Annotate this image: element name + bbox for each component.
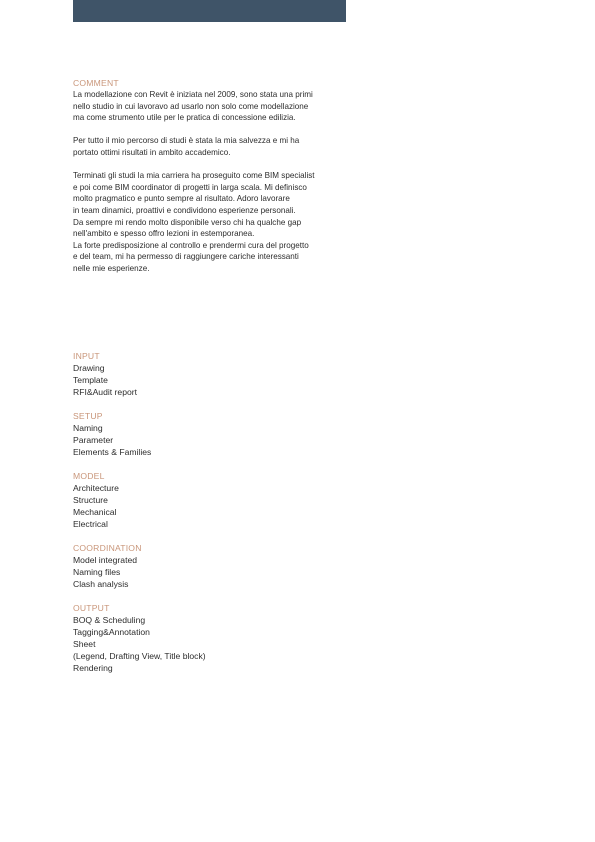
list-item: Tagging&Annotation bbox=[73, 627, 150, 637]
list-item: Elements & Families bbox=[73, 447, 152, 457]
header-bar bbox=[73, 0, 346, 22]
list-item: RFI&Audit report bbox=[73, 387, 137, 397]
list-item: Electrical bbox=[73, 519, 108, 529]
section-title: OUTPUT bbox=[73, 603, 110, 613]
list-item: Rendering bbox=[73, 663, 113, 673]
list-item: Naming files bbox=[73, 567, 121, 577]
section-input bbox=[73, 350, 333, 398]
list-item: Parameter bbox=[73, 435, 114, 445]
section-setup bbox=[73, 410, 333, 458]
list-item: BOQ & Scheduling bbox=[73, 615, 146, 625]
section-title: COORDINATION bbox=[73, 543, 142, 553]
comment-paragraph: Terminati gli studi la mia carriera ha proseguito come BIM specialist e poi come BIM coordinator di progetti in larga scala. Mi definisco molto pragmatico e punto sempre al risultato. Adoro lavorare in team dinamici, proattivi e condividono esperienze personali. Da sempre mi rendo molto disponibile verso chi ha qualche gap nell'ambito e spesso offro lezioni in estemporanea. La forte predisposizione al controllo e prendermi cura del progetto e del team, mi ha permesso di raggiungere cariche interessanti nelle mie esperienze. bbox=[73, 171, 315, 273]
list-item: Structure bbox=[73, 495, 108, 505]
list-item: Clash analysis bbox=[73, 579, 129, 589]
comment-heading: COMMENT bbox=[73, 78, 119, 88]
comment-section bbox=[73, 77, 373, 286]
list-item: Naming bbox=[73, 423, 103, 433]
comment-paragraph: Per tutto il mio percorso di studi è stata la mia salvezza e mi ha portato ottimi risultati in ambito accademico. bbox=[73, 136, 300, 157]
section-title: INPUT bbox=[73, 351, 100, 361]
section-output bbox=[73, 602, 333, 674]
section-model bbox=[73, 470, 333, 530]
list-item: Template bbox=[73, 375, 108, 385]
section-coordination bbox=[73, 542, 333, 590]
list-item: Model integrated bbox=[73, 555, 138, 565]
section-title: SETUP bbox=[73, 411, 103, 421]
list-item: Mechanical bbox=[73, 507, 117, 517]
comment-paragraph: La modellazione con Revit è iniziata nel 2009, sono stata una primi nello studio in cui lavoravo ad usarlo non solo come modellazione ma come strumento utile per le pratica di concessione edilizia. bbox=[73, 90, 313, 123]
list-item: Drawing bbox=[73, 363, 105, 373]
list-item: Sheet bbox=[73, 639, 96, 649]
list-item: (Legend, Drafting View, Title block) bbox=[73, 651, 206, 661]
section-title: MODEL bbox=[73, 471, 105, 481]
workflow-sections bbox=[73, 350, 333, 686]
list-item: Architecture bbox=[73, 483, 119, 493]
